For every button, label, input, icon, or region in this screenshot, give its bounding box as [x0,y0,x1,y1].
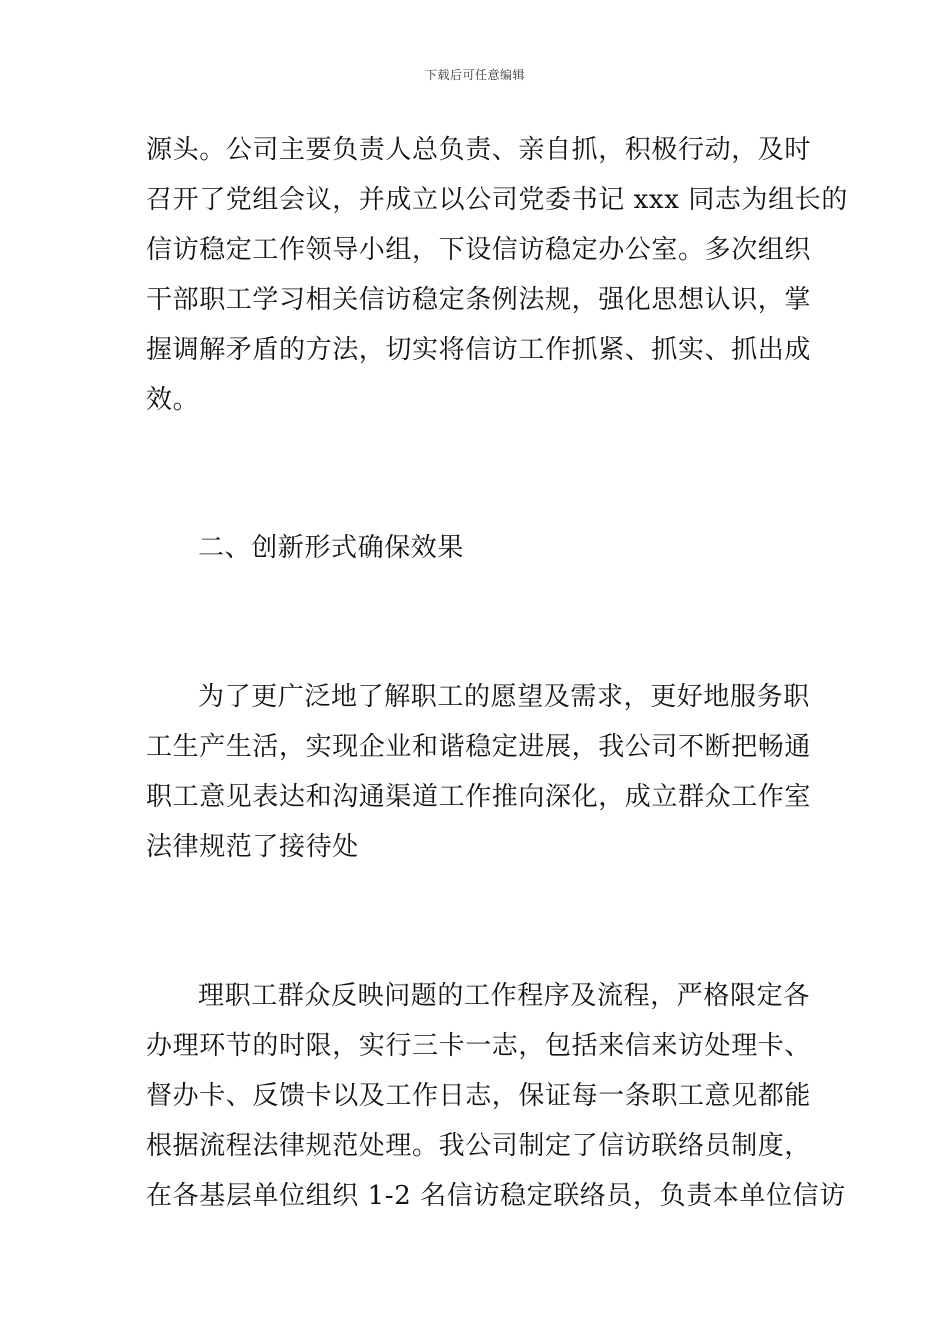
paragraph-line: 握调解矛盾的方法，切实将信访工作抓紧、抓实、抓出成 [146,335,812,365]
paragraph-line: 职工意见表达和沟通渠道工作推向深化，成立群众工作室 [146,782,812,812]
paragraph-line: 信访稳定工作领导小组，下设信访稳定办公室。多次组织 [146,235,812,265]
paragraph-line: 根据流程法律规范处理。我公司制定了信访联络员制度， [146,1131,812,1161]
section-heading: 二、创新形式确保效果 [198,533,465,563]
page-header-note: 下载后可任意编辑 [424,68,525,82]
paragraph-line: 召开了党组会议，并成立以公司党委书记 xxx 同志为组长的 [146,185,848,215]
paragraph-line: 工生产生活，实现企业和谐稳定进展，我公司不断把畅通 [146,732,812,762]
paragraph-line: 理职工群众反映问题的工作程序及流程，严格限定各 [198,981,810,1011]
paragraph-line: 办理环节的时限，实行三卡一志，包括来信来访处理卡、 [146,1031,812,1061]
paragraph-line: 效。 [146,385,200,415]
paragraph-line: 在各基层单位组织 1-2 名信访稳定联络员，负责本单位信访 [146,1181,846,1211]
paragraph-line: 源头。公司主要负责人总负责、亲自抓，积极行动，及时 [146,135,812,165]
paragraph-line: 为了更广泛地了解职工的愿望及需求，更好地服务职 [198,682,810,712]
paragraph-line: 督办卡、反馈卡以及工作日志，保证每一条职工意见都能 [146,1081,812,1111]
paragraph-line: 法律规范了接待处 [146,832,359,862]
paragraph-line: 干部职工学习相关信访稳定条例法规，强化思想认识，掌 [146,285,812,315]
